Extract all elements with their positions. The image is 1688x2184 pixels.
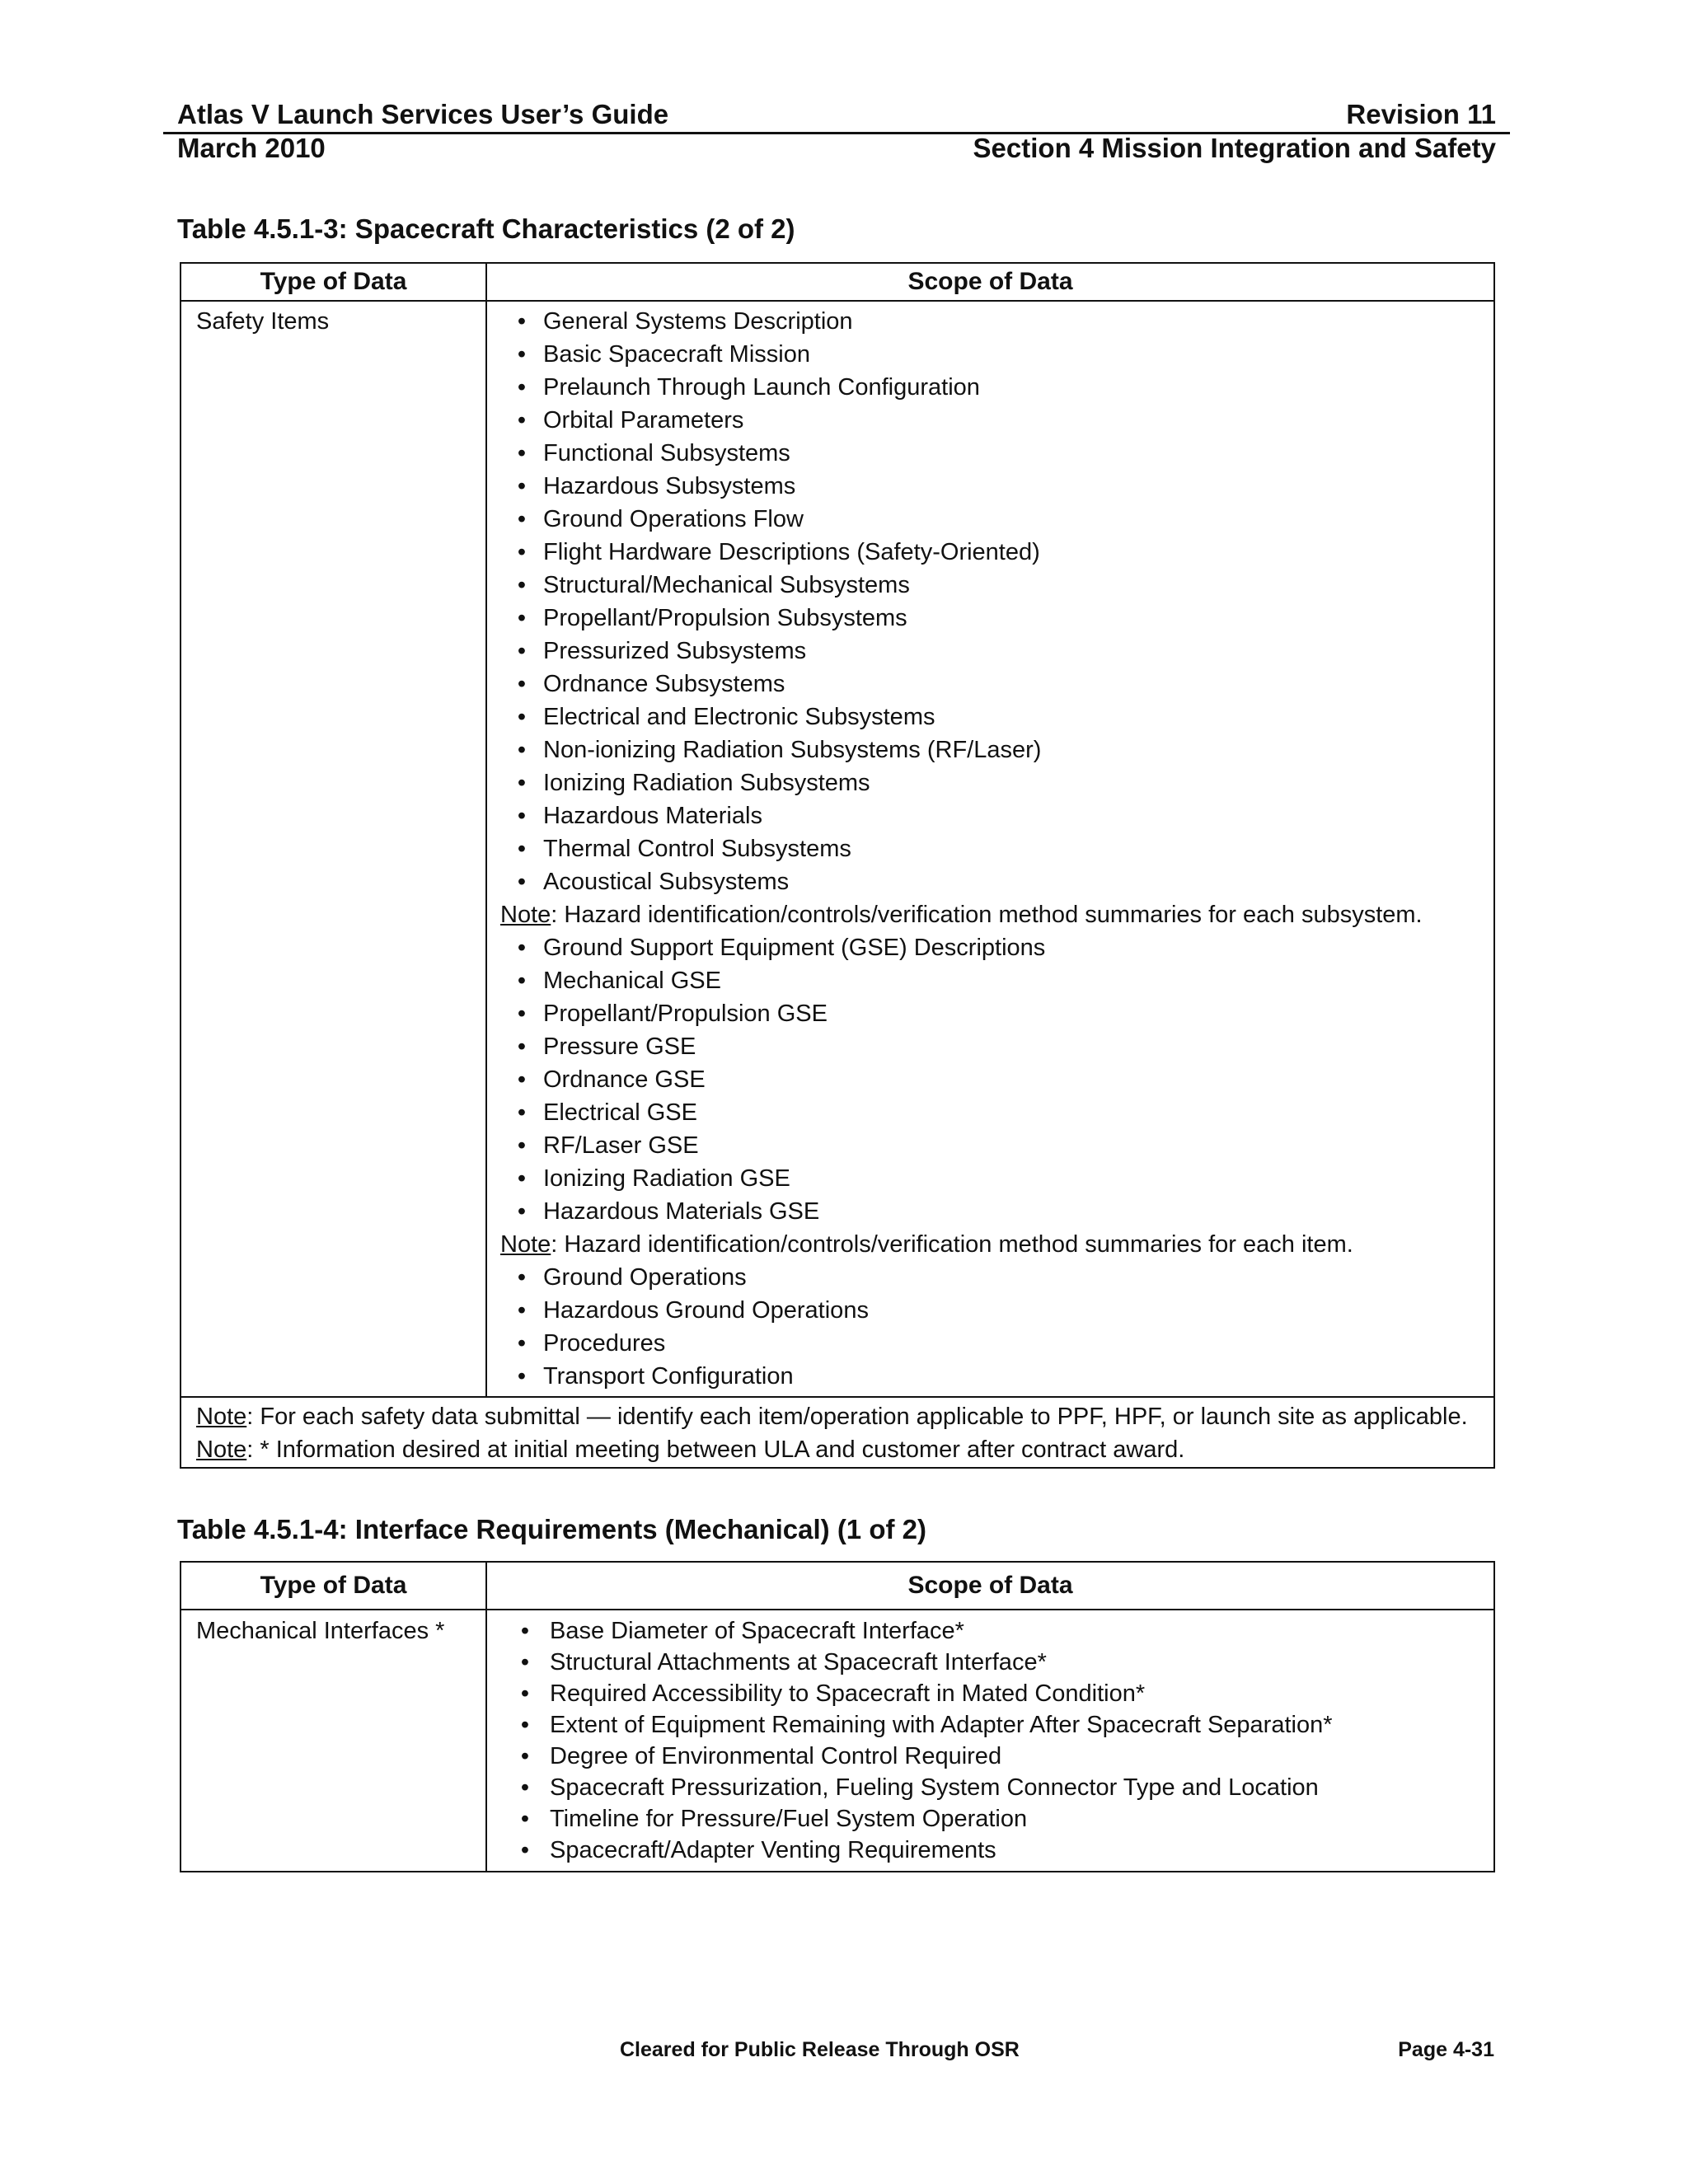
bullet-icon: • bbox=[517, 1297, 527, 1324]
list-item bbox=[500, 997, 1485, 1030]
scope-list-gse bbox=[500, 931, 1485, 1228]
table-header-row bbox=[181, 1562, 1494, 1610]
footnote-safety-submittal bbox=[196, 1403, 1479, 1431]
gse-note bbox=[500, 1228, 1485, 1261]
list-item bbox=[500, 832, 1485, 865]
list-item-text: General Systems Description bbox=[543, 308, 853, 335]
list-item-text: Non-ionizing Radiation Subsystems (RF/Laser) bbox=[543, 737, 1042, 763]
bullet-icon: • bbox=[517, 704, 527, 730]
column-header-type: Type of Data bbox=[181, 1562, 486, 1610]
bullet-icon: • bbox=[517, 506, 527, 532]
scope-list-mechanical bbox=[500, 1615, 1485, 1866]
page-number: Page 4-31 bbox=[1398, 2038, 1494, 2061]
list-item bbox=[500, 1741, 1485, 1772]
scope-cell bbox=[486, 301, 1494, 1397]
list-item-text: Basic Spacecraft Mission bbox=[543, 341, 810, 368]
column-header-scope: Scope of Data bbox=[486, 1562, 1494, 1610]
list-item-text: Pressure GSE bbox=[543, 1033, 696, 1060]
bullet-icon: • bbox=[517, 1099, 527, 1126]
bullet-icon: • bbox=[517, 1001, 527, 1027]
table-row bbox=[181, 301, 1494, 1397]
bullet-icon: • bbox=[520, 1618, 530, 1644]
list-item-text: Mechanical GSE bbox=[543, 968, 721, 994]
list-item-text: Ordnance Subsystems bbox=[543, 671, 785, 697]
list-item bbox=[500, 1803, 1485, 1835]
list-item bbox=[500, 1063, 1485, 1096]
list-item bbox=[500, 733, 1485, 766]
list-item bbox=[500, 1294, 1485, 1327]
list-item bbox=[500, 371, 1485, 404]
bullet-icon: • bbox=[517, 803, 527, 829]
list-item-text: Extent of Equipment Remaining with Adapter After Spacecraft Separation* bbox=[550, 1712, 1333, 1738]
list-item-text: Acoustical Subsystems bbox=[543, 869, 790, 895]
note-text: : Hazard identification/controls/verification method summaries for each item. bbox=[551, 1231, 1353, 1258]
list-item bbox=[500, 964, 1485, 997]
list-item-text: Ordnance GSE bbox=[543, 1066, 706, 1093]
document-date: March 2010 bbox=[177, 133, 326, 163]
subsystem-note bbox=[500, 898, 1485, 931]
list-item-text: Hazardous Subsystems bbox=[543, 473, 796, 499]
table-footnotes bbox=[181, 1397, 1494, 1468]
list-item bbox=[500, 1096, 1485, 1129]
bullet-icon: • bbox=[517, 407, 527, 434]
bullet-icon: • bbox=[517, 605, 527, 631]
bullet-icon: • bbox=[517, 1165, 527, 1192]
list-item-text: Pressurized Subsystems bbox=[543, 638, 807, 664]
list-item-text: Required Accessibility to Spacecraft in Mated Condition* bbox=[550, 1680, 1146, 1707]
list-item-text: Base Diameter of Spacecraft Interface* bbox=[550, 1618, 964, 1644]
list-item bbox=[500, 536, 1485, 569]
list-item bbox=[500, 1615, 1485, 1647]
section-title: Section 4 Mission Integration and Safety bbox=[973, 133, 1496, 163]
list-item-text: Procedures bbox=[543, 1330, 666, 1357]
list-item-text: Ground Operations bbox=[543, 1264, 747, 1291]
table-header-row bbox=[181, 263, 1494, 301]
list-item-text: Hazardous Ground Operations bbox=[543, 1297, 869, 1324]
table-row bbox=[181, 1610, 1494, 1872]
column-header-scope: Scope of Data bbox=[486, 263, 1494, 301]
list-item bbox=[500, 1261, 1485, 1294]
list-item bbox=[500, 635, 1485, 668]
list-item bbox=[500, 1195, 1485, 1228]
list-item-text: Electrical GSE bbox=[543, 1099, 697, 1126]
list-item bbox=[500, 1030, 1485, 1063]
column-header-type: Type of Data bbox=[181, 263, 486, 301]
bullet-icon: • bbox=[517, 374, 527, 401]
list-item-text: Hazardous Materials GSE bbox=[543, 1198, 820, 1225]
note-text: : For each safety data submittal — identify each item/operation applicable to PPF, HPF, or launch site as applicable. bbox=[246, 1404, 1468, 1430]
list-item bbox=[500, 865, 1485, 898]
bullet-icon: • bbox=[517, 1264, 527, 1291]
list-item bbox=[500, 470, 1485, 503]
list-item bbox=[500, 338, 1485, 371]
list-item-text: Degree of Environmental Control Required bbox=[550, 1743, 1002, 1769]
list-item bbox=[500, 931, 1485, 964]
list-item bbox=[500, 437, 1485, 470]
note-label: Note bbox=[196, 1404, 247, 1430]
list-item-text: Flight Hardware Descriptions (Safety-Oriented) bbox=[543, 539, 1040, 565]
row-type-safety-items: Safety Items bbox=[181, 301, 486, 1397]
list-item-text: Ground Operations Flow bbox=[543, 506, 804, 532]
bullet-icon: • bbox=[520, 1680, 530, 1707]
list-item bbox=[500, 569, 1485, 602]
bullet-icon: • bbox=[517, 341, 527, 368]
list-item-text: Spacecraft/Adapter Venting Requirements bbox=[550, 1837, 996, 1863]
note-text: : Hazard identification/controls/verification method summaries for each subsystem. bbox=[551, 902, 1423, 928]
bullet-icon: • bbox=[517, 308, 527, 335]
spacecraft-characteristics-table bbox=[180, 262, 1495, 1469]
document-title: Atlas V Launch Services User’s Guide bbox=[177, 99, 669, 129]
bullet-icon: • bbox=[517, 836, 527, 862]
note-label: Note bbox=[500, 902, 551, 928]
list-item bbox=[500, 1327, 1485, 1360]
list-item-text: Electrical and Electronic Subsystems bbox=[543, 704, 935, 730]
list-item bbox=[500, 602, 1485, 635]
bullet-icon: • bbox=[520, 1806, 530, 1832]
list-item bbox=[500, 1162, 1485, 1195]
bullet-icon: • bbox=[517, 935, 527, 961]
list-item-text: Spacecraft Pressurization, Fueling System Connector Type and Location bbox=[550, 1774, 1319, 1801]
note-label: Note bbox=[500, 1231, 551, 1258]
list-item bbox=[500, 305, 1485, 338]
list-item bbox=[500, 799, 1485, 832]
list-item-text: Functional Subsystems bbox=[543, 440, 790, 466]
bullet-icon: • bbox=[520, 1837, 530, 1863]
revision-label: Revision 11 bbox=[1346, 99, 1496, 129]
bullet-icon: • bbox=[517, 770, 527, 796]
list-item-text: Propellant/Propulsion GSE bbox=[543, 1001, 828, 1027]
list-item bbox=[500, 503, 1485, 536]
bullet-icon: • bbox=[517, 968, 527, 994]
list-item bbox=[500, 701, 1485, 733]
row-type-mechanical-interfaces: Mechanical Interfaces * bbox=[181, 1610, 486, 1872]
bullet-icon: • bbox=[517, 473, 527, 499]
list-item bbox=[500, 1678, 1485, 1709]
bullet-icon: • bbox=[520, 1649, 530, 1675]
list-item-text: Timeline for Pressure/Fuel System Operation bbox=[550, 1806, 1028, 1832]
bullet-icon: • bbox=[517, 1066, 527, 1093]
list-item bbox=[500, 1360, 1485, 1393]
list-item bbox=[500, 766, 1485, 799]
note-label: Note bbox=[196, 1436, 247, 1463]
bullet-icon: • bbox=[517, 440, 527, 466]
bullet-icon: • bbox=[517, 1033, 527, 1060]
list-item bbox=[500, 1835, 1485, 1866]
scope-cell bbox=[486, 1610, 1494, 1872]
list-item-text: Orbital Parameters bbox=[543, 407, 744, 434]
bullet-icon: • bbox=[517, 671, 527, 697]
bullet-icon: • bbox=[517, 1330, 527, 1357]
bullet-icon: • bbox=[517, 1198, 527, 1225]
list-item-text: Propellant/Propulsion Subsystems bbox=[543, 605, 907, 631]
list-item bbox=[500, 668, 1485, 701]
bullet-icon: • bbox=[517, 539, 527, 565]
list-item bbox=[500, 1772, 1485, 1803]
bullet-icon: • bbox=[517, 638, 527, 664]
bullet-icon: • bbox=[520, 1712, 530, 1738]
list-item-text: Ground Support Equipment (GSE) Descriptions bbox=[543, 935, 1046, 961]
list-item-text: Structural Attachments at Spacecraft Interface* bbox=[550, 1649, 1047, 1675]
scope-list-subsystems bbox=[500, 305, 1485, 898]
list-item-text: Transport Configuration bbox=[543, 1363, 794, 1390]
list-item-text: Ionizing Radiation Subsystems bbox=[543, 770, 870, 796]
bullet-icon: • bbox=[517, 737, 527, 763]
list-item bbox=[500, 1647, 1485, 1678]
list-item-text: Structural/Mechanical Subsystems bbox=[543, 572, 910, 598]
list-item bbox=[500, 1129, 1485, 1162]
bullet-icon: • bbox=[520, 1743, 530, 1769]
list-item bbox=[500, 1709, 1485, 1741]
list-item-text: Thermal Control Subsystems bbox=[543, 836, 851, 862]
interface-requirements-table bbox=[180, 1561, 1495, 1872]
list-item-text: Prelaunch Through Launch Configuration bbox=[543, 374, 980, 401]
list-item-text: Hazardous Materials bbox=[543, 803, 762, 829]
list-item-text: Ionizing Radiation GSE bbox=[543, 1165, 790, 1192]
list-item bbox=[500, 404, 1485, 437]
bullet-icon: • bbox=[517, 1132, 527, 1159]
bullet-icon: • bbox=[517, 869, 527, 895]
release-statement: Cleared for Public Release Through OSR bbox=[620, 2038, 1020, 2061]
bullet-icon: • bbox=[517, 572, 527, 598]
list-item-text: RF/Laser GSE bbox=[543, 1132, 699, 1159]
table-footnote-row bbox=[181, 1397, 1494, 1468]
bullet-icon: • bbox=[520, 1774, 530, 1801]
bullet-icon: • bbox=[517, 1363, 527, 1390]
table-caption-interface-requirements: Table 4.5.1-4: Interface Requirements (Mechanical) (1 of 2) bbox=[177, 1514, 926, 1544]
note-text: : * Information desired at initial meeting between ULA and customer after contract award. bbox=[246, 1436, 1185, 1463]
scope-list-operations bbox=[500, 1261, 1485, 1393]
footnote-initial-meeting bbox=[196, 1436, 1479, 1464]
table-caption-spacecraft-characteristics: Table 4.5.1-3: Spacecraft Characteristics (2 of 2) bbox=[177, 213, 795, 244]
